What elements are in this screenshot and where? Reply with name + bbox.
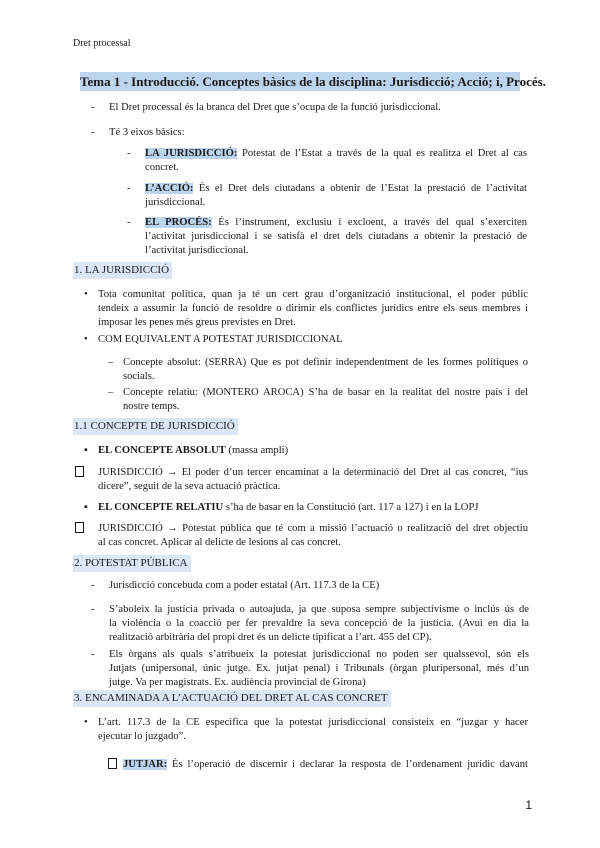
s3-bullet-1: L’art. 117.3 de la CE especifica que la potestat jurisdiccional consisteix en “juzgar y hacer ejecutar lo juzgado”. — [98, 717, 528, 742]
s2-paragraph-1: Jurisdicció concebuda com a poder estatal (Art. 117.3 de la CE) — [109, 580, 380, 591]
axis-proces: EL PROCÉS: És l’instrument, exclusiu i excloent, a través del qual s’exerciten l’activitat jurisdiccional i se satisfà el dret dels ciutadans a obtenir la prestació de l’activitat jurisdiccional. — [145, 217, 527, 256]
s3-jutjar: JUTJAR: És l’operació de discernir i declarar la resposta de l’ordenament jurídic davant — [123, 759, 528, 770]
s1-bullet-1: Tota comunitat política, quan ja té un cert grau d’organització institucional, el poder públic tendeix a assumir la funció de resoldre o dirimir els conflictes jurídics entre els seus membres i imposar les penes més greus previstes en Dret. — [98, 289, 528, 328]
section-heading-1: 1. LA JURISDICCIÓ — [73, 262, 172, 279]
section-heading-2: 2. POTESTAT PÚBLICA — [73, 555, 191, 572]
s1-absolute-concept: Concepte absolut: (SERRA) Que es pot definir independentment de les formes polítiques o socials. — [123, 357, 528, 382]
s11-relative: EL CONCEPTE RELATIU s’ha de basar en la Constitució (art. 117 a 127) i en la LOPJ — [98, 502, 479, 513]
term-jutjar: JUTJAR: — [123, 759, 168, 770]
dash-marker: - — [91, 580, 95, 591]
dash-marker: - — [127, 183, 131, 194]
dash-marker: – — [108, 387, 114, 398]
s2-paragraph-2: S’aboleix la justícia privada o autoajuda, ja que suposa sempre subjectivisme o inclús ús de la violència o la coacció per fer prevaldre la seva concepció de la justícia. (Avui en dia la realització arbitrària del propi dret és un delicte tipificat a l’art. 455 del CP). — [109, 604, 529, 643]
square-marker — [108, 758, 117, 773]
dash-marker: - — [91, 127, 95, 138]
s11-definition-1: JURISDICCIÓ → El poder d’un tercer encaminat a la determinació del Dret al cas concret, “ius dicere”, seguit de la seva actuació pràctica. — [98, 467, 528, 492]
s1-relative-concept: Concepte relatiu: (MONTERO AROCA) S’ha de basar en la realitat del nostre país i del nostre temps. — [123, 387, 528, 412]
axis-jurisdiccio: LA JURISDICCIÓ: Potestat de l’Estat a través de la qual es realitza el Dret al cas concret. — [145, 148, 528, 173]
term-jurisdiccio: LA JURISDICCIÓ: — [145, 148, 238, 159]
dash-marker: - — [91, 649, 95, 660]
axis-accio: L’ACCIÓ: És el Dret dels ciutadans a obtenir de l’Estat la prestació de l’activitat jurisdiccional. — [145, 183, 527, 208]
term-accio: L’ACCIÓ: — [145, 183, 194, 194]
bullet-dot: • — [84, 334, 88, 345]
s11-definition-2: JURISDICCIÓ → Potestat pública que té com a missió l’actuació o realització del dret objectiu al cas concret. Aplicar al delicte de lesions al cas concret. — [98, 523, 528, 548]
bullet-dot: • — [84, 289, 88, 300]
s1-bullet-2: COM EQUIVALENT A POTESTAT JURISDICCIONAL — [98, 334, 343, 345]
s11-absolute: EL CONCEPTE ABSOLUT (massa ampli) — [98, 445, 289, 456]
page-number: 1 — [525, 798, 532, 812]
dash-marker: - — [127, 148, 131, 159]
dash-marker: - — [91, 604, 95, 615]
intro-paragraph-1: El Dret processal és la branca del Dret que s’ocupa de la funció jurisdiccional. — [109, 102, 441, 113]
bullet-dot: • — [84, 717, 88, 728]
dash-marker: - — [127, 217, 131, 228]
bullet-square: ▪ — [84, 502, 88, 513]
term-proces: EL PROCÉS: — [145, 217, 212, 228]
square-marker — [75, 466, 84, 481]
section-heading-1-1: 1.1 CONCEPTE DE JURISDICCIÓ — [73, 418, 238, 435]
square-marker — [75, 522, 84, 537]
dash-marker: - — [91, 102, 95, 113]
running-header: Dret processal — [73, 38, 131, 49]
s2-paragraph-3: Els òrgans als quals s’atribueix la potestat jurisdiccional no poden ser qualssevol, són els Jutjats (unipersonal, únic jutge. Ex. jutjat penal) i Tribunals (òrgan pluripersonal, més d’un jutge. Va per magistrats. Ex. audiència provincial de Girona) — [109, 649, 529, 688]
chapter-title: Tema 1 - Introducció. Conceptes bàsics de la disciplina: Jurisdicció; Acció; i, Procés. — [80, 74, 546, 89]
section-heading-3: 3. ENCAMINADA A L’ACTUACIÓ DEL DRET AL CAS CONCRET — [73, 690, 391, 707]
dash-marker: – — [108, 357, 114, 368]
intro-paragraph-2: Té 3 eixos bàsics: — [109, 127, 185, 138]
bullet-square: ▪ — [84, 445, 88, 456]
